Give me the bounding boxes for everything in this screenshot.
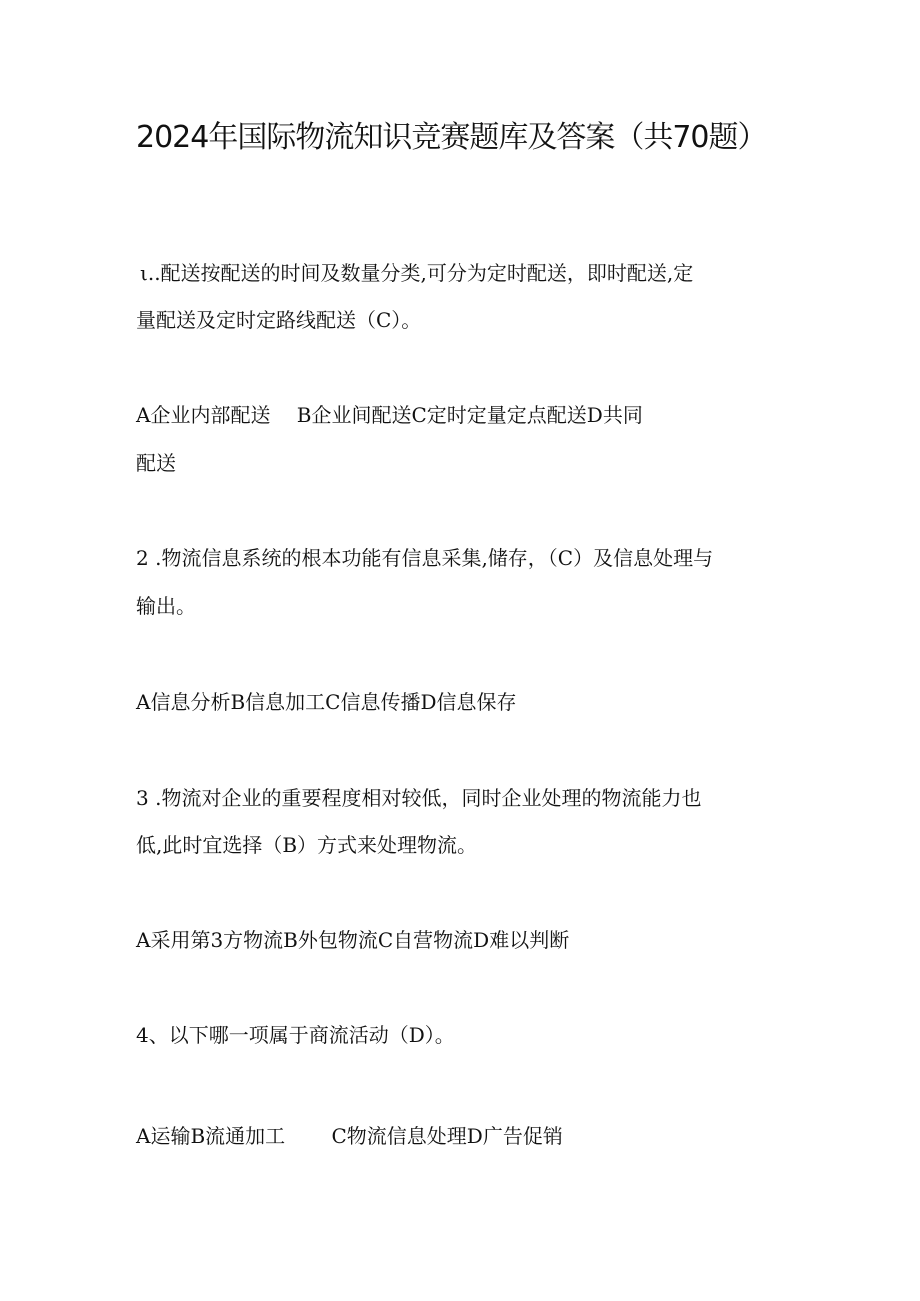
question-3-line-1: 3 .物流对企业的重要程度相对较低，同时企业处理的物流能力也 — [136, 786, 702, 810]
question-2-options-line-1: A信息分析B信息加工C信息传播D信息保存 — [136, 690, 517, 714]
document-title: 2024年国际物流知识竞赛题库及答案（共70题） — [136, 120, 767, 155]
question-3-line-2: 低,此时宜选择（B）方式来处理物流。 — [136, 833, 478, 857]
question-3-options-line-1: A采用第3方物流B外包物流C自营物流D难以判断 — [136, 928, 570, 952]
question-1-options-line-2: 配送 — [136, 451, 176, 475]
question-2-line-2: 输出。 — [136, 594, 196, 618]
question-1-line-2: 量配送及定时定路线配送（C）。 — [136, 308, 422, 332]
question-4-line-1: 4、以下哪一项属于商流活动（D）。 — [136, 1023, 455, 1047]
question-1-line-1: ι..配送按配送的时间及数量分类,可分为定时配送，即时配送,定 — [140, 261, 694, 285]
question-1-options-line-1: A企业内部配送 B企业间配送C定时定量定点配送D共同 — [136, 403, 643, 427]
question-2-line-1: 2 .物流信息系统的根本功能有信息采集,储存，（C）及信息处理与 — [136, 546, 714, 570]
question-4-options-line-1: A运输B流通加工 C物流信息处理D广告促销 — [136, 1124, 563, 1148]
